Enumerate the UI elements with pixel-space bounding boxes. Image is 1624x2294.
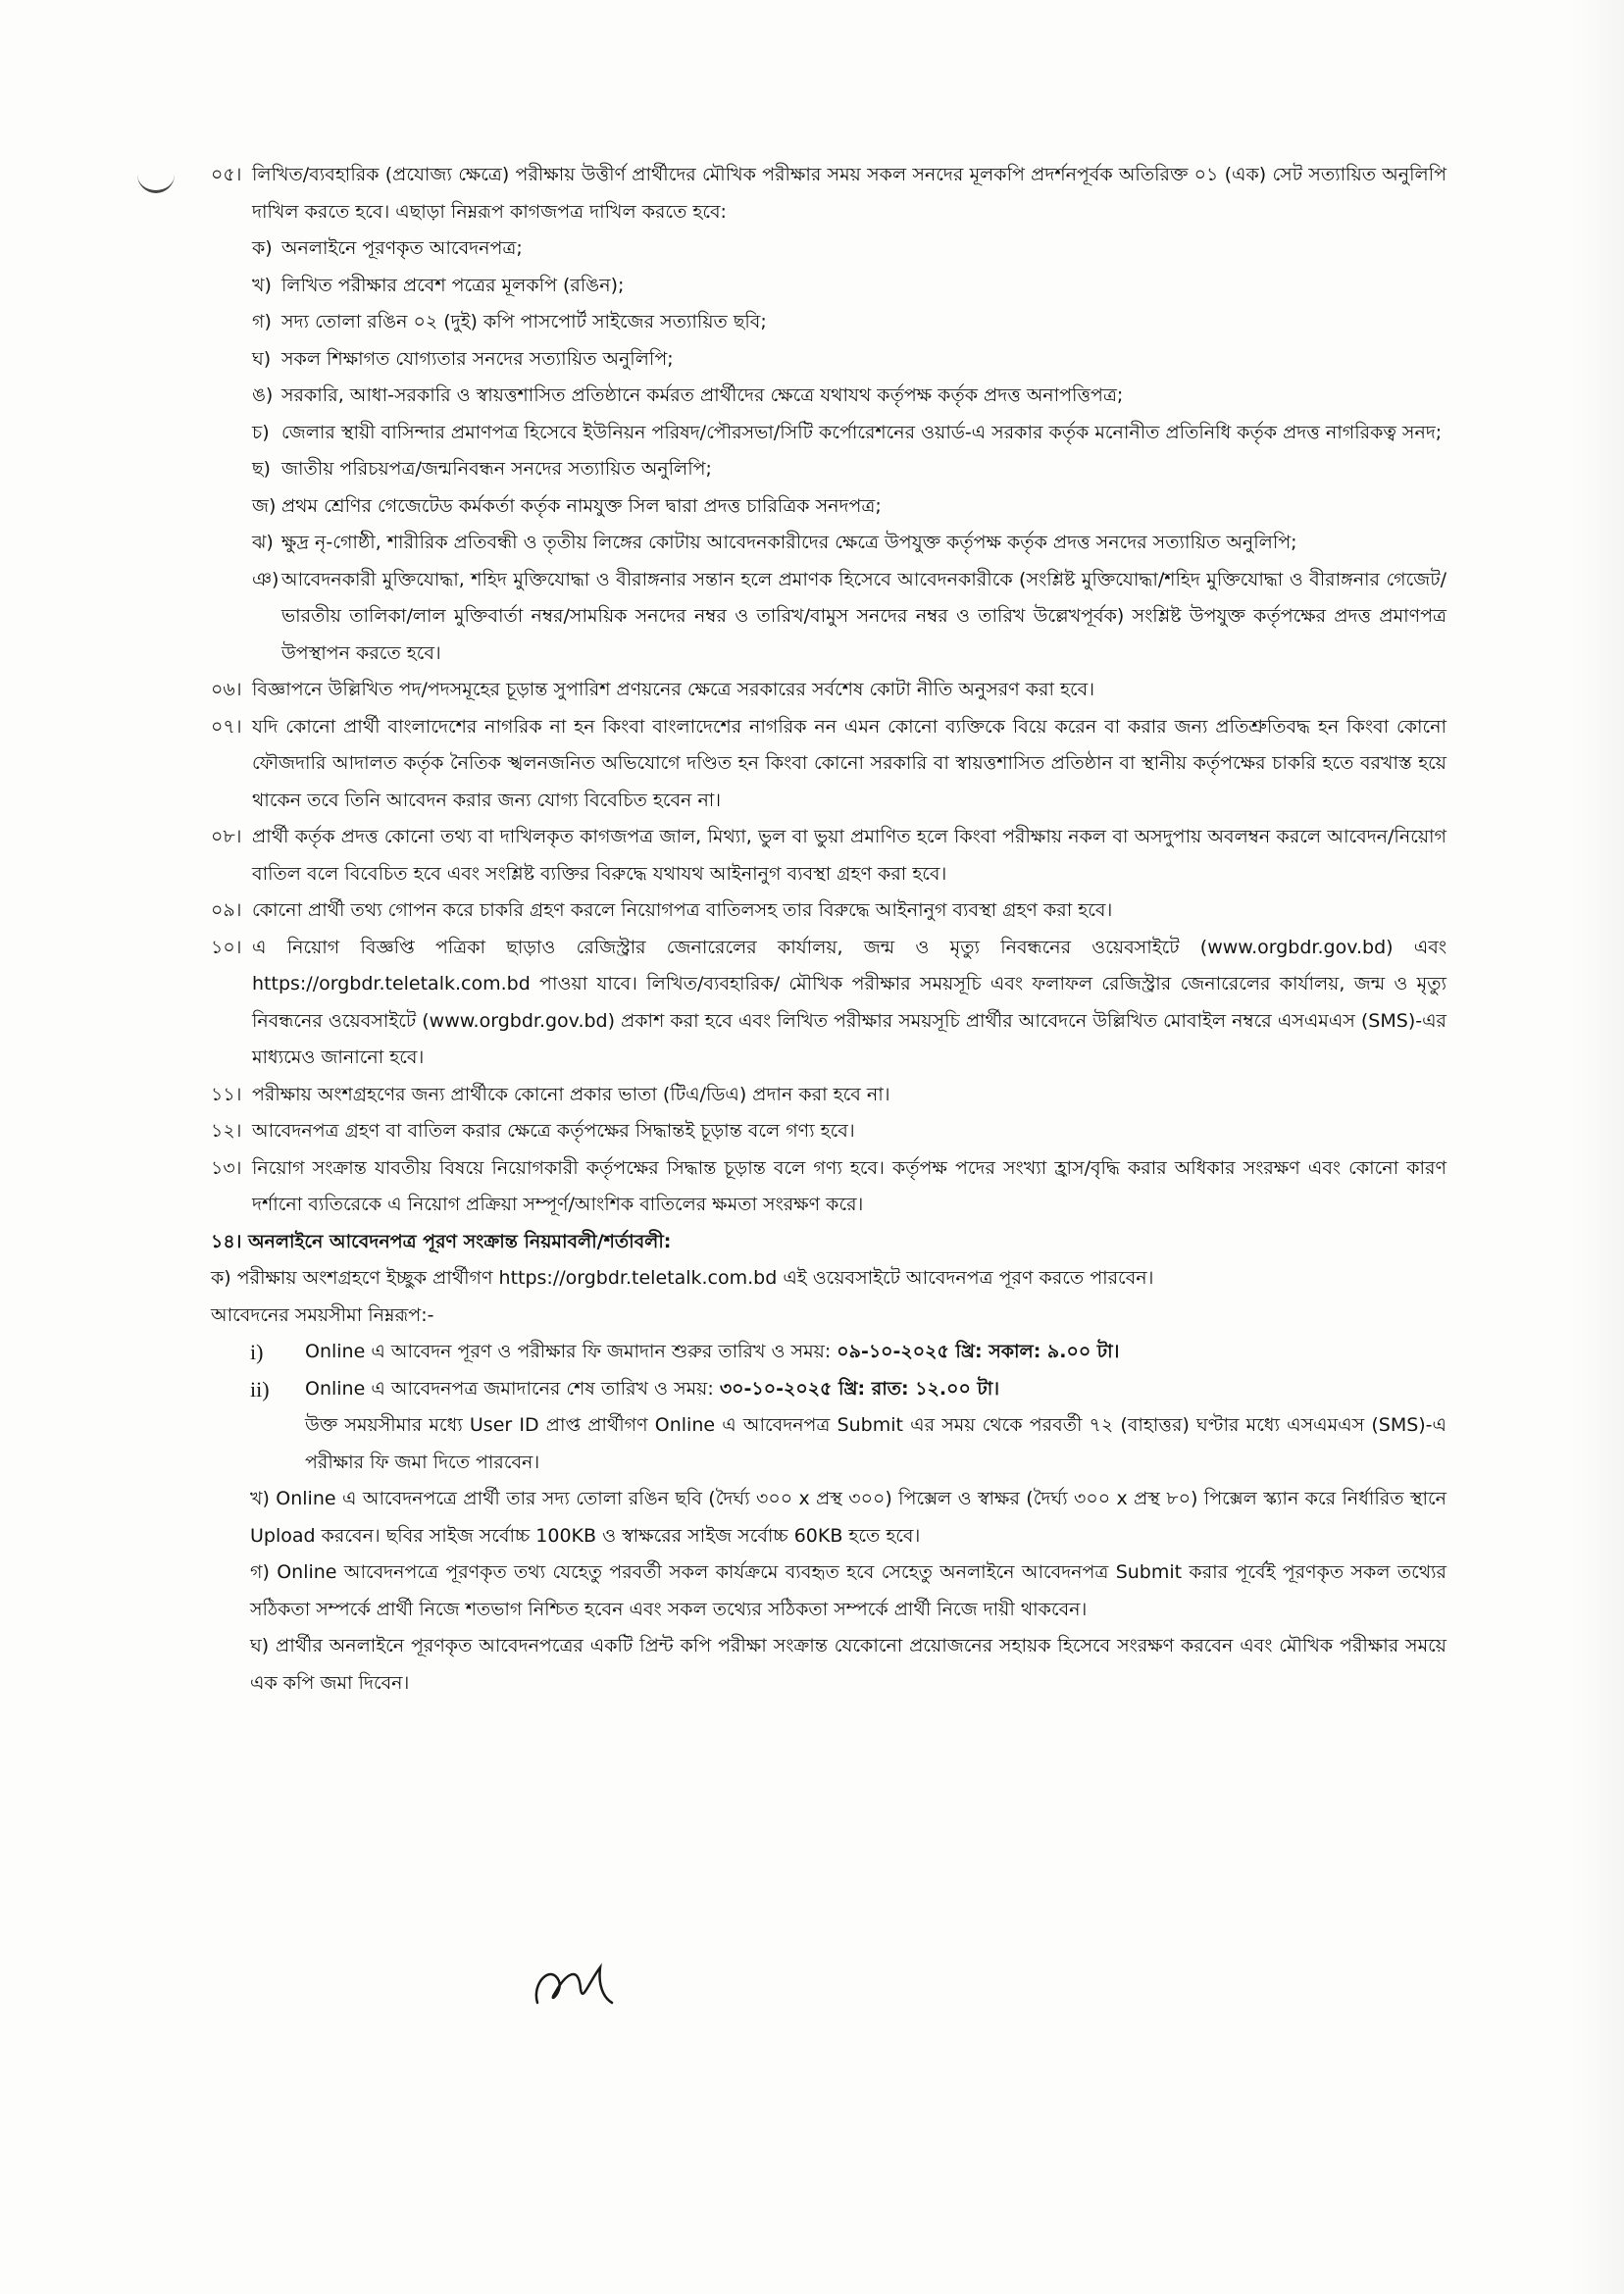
sub-text: জাতীয় পরিচয়পত্র/জন্মনিবন্ধন সনদের সত্যায়িত অনুলিপি; (281, 458, 712, 480)
scan-artifact (137, 165, 175, 193)
fee-payment-note: উক্ত সময়সীমার মধ্যে User ID প্রাপ্ত প্রার্থীগণ Online এ আবেদনপত্র Submit এর সময় থেকে পরবর্তী ৭২ (বাহাত্তর) ঘণ্টার মধ্যে এসএমএস (SMS)-এ পরীক্ষার ফি জমা দিতে পারবেন। (305, 1414, 1446, 1473)
clause-07 (211, 709, 1446, 820)
deadline-start (250, 1334, 1446, 1371)
clause-text: পরীক্ষায় অংশগ্রহণের জন্য প্রার্থীকে কোনো প্রকার ভাতা (টিএ/ডিএ) প্রদান করা হবে না। (252, 1083, 890, 1105)
sub-item (252, 268, 1446, 305)
deadline-end-date: ৩০-১০-২০২৫ খ্রি: রাত: ১২.০০ টা। (719, 1377, 1000, 1400)
sub-item (252, 378, 1446, 415)
deadline-intro: আবেদনের সময়সীমা নিম্নরূপ:- (211, 1303, 434, 1326)
section-14-a: ক) পরীক্ষায় অংশগ্রহণে ইচ্ছুক প্রার্থীগণ https://orgbdr.teletalk.com.bd এই ওয়েবসাইটে আবেদনপত্র পূরণ করতে পারবেন। (211, 1267, 1154, 1289)
sub-text: সকল শিক্ষাগত যোগ্যতার সনদের সত্যায়িত অনুলিপি; (281, 347, 674, 370)
clause-text: এ নিয়োগ বিজ্ঞপ্তি পত্রিকা ছাড়াও রেজিস্ট্রার জেনারেলের কার্যালয়, জন্ম ও মৃত্যু নিবন্ধনের ওয়েবসাইটে (www.orgbdr.gov.bd) এবং https://orgbdr.teletalk.com.bd পাওয়া যাবে। লিখিত/ব্যবহারিক/ মৌখিক পরীক্ষার সময়সূচি এবং ফলাফল রেজিস্ট্রার জেনারেলের কার্যালয়, জন্ম ও মৃত্যু নিবন্ধনের ওয়েবসাইটে (www.orgbdr.gov.bd) প্রকাশ করা হবে এবং লিখিত পরীক্ষার সময়সূচি প্রার্থীর আবেদনে উল্লিখিত মোবাইল নম্বরে এসএমএস (SMS)-এর মাধ্যমেও জানানো হবে। (252, 936, 1446, 1068)
sub-label: খ) (252, 274, 272, 296)
clause-13 (211, 1150, 1446, 1224)
clause-text: বিজ্ঞাপনে উল্লিখিত পদ/পদসমূহের চূড়ান্ত সুপারিশ প্রণয়নের ক্ষেত্রে সরকারের সর্বশেষ কোটা নীতি অনুসরণ করা হবে। (252, 679, 1095, 700)
section-14-gha: ঘ) প্রার্থীর অনলাইনে পূরণকৃত আবেদনপত্রের একটি প্রিন্ট কপি পরীক্ষা সংক্রান্ত যেকোনো প্রয়োজনের সহায়ক হিসেবে সংরক্ষণ করবেন এবং মৌখিক পরীক্ষার সময়ে এক কপি জমা দিবেন। (250, 1635, 1446, 1694)
clause-number: ১০। (211, 936, 242, 958)
deadline-start-date: ০৯-১০-২০২৫ খ্রি: সকাল: ৯.০০ টা। (837, 1341, 1120, 1362)
clause-number: ১২। (211, 1120, 242, 1142)
scan-shade (1569, 0, 1624, 2294)
clause-09 (211, 892, 1446, 930)
clause-12 (211, 1113, 1446, 1150)
sub-text: আবেদনকারী মুক্তিযোদ্ধা, শহিদ মুক্তিযোদ্ধা ও বীরাঙ্গনার সন্তান হলে প্রমাণক হিসেবে আবেদনকারীকে (সংশ্লিষ্ট মুক্তিযোদ্ধা/শহিদ মুক্তিযোদ্ধা ও বীরাঙ্গনার গেজেট/ভারতীয় তালিকা/লাল মুক্তিবার্তা নম্বর/সাময়িক সনদের নম্বর ও তারিখ/বামুস সনদের নম্বর ও তারিখ উল্লেখপূর্বক) সংশ্লিষ্ট উপযুক্ত কর্তৃপক্ষের প্রদত্ত প্রমাণপত্র উপস্থাপন করতে হবে। (281, 568, 1446, 664)
sub-label: ঙ) (252, 384, 274, 406)
deadline-end-desc: Online এ আবেদনপত্র জমাদানের শেষ তারিখ ও সময়: (305, 1377, 720, 1400)
clause-10 (211, 930, 1446, 1077)
clause-text: নিয়োগ সংক্রান্ত যাবতীয় বিষয়ে নিয়োগকারী কর্তৃপক্ষের সিদ্ধান্ত চূড়ান্ত বলে গণ্য হবে। কর্তৃপক্ষ পদের সংখ্যা হ্রাস/বৃদ্ধি করার অধিকার সংরক্ষণ এবং কোনো কারণ দর্শানো ব্যতিরেকে এ নিয়োগ প্রক্রিয়া সম্পূর্ণ/আংশিক বাতিলের ক্ষমতা সংরক্ষণ করে। (252, 1156, 1446, 1215)
sub-label: ঘ) (252, 347, 272, 370)
deadline-end-text (305, 1371, 1446, 1408)
sub-text: লিখিত পরীক্ষার প্রবেশ পত্রের মূলকপি (রঙিন); (281, 274, 625, 296)
sub-label: গ) (252, 311, 272, 332)
sub-item (252, 451, 1446, 488)
sub-label: জ) (252, 494, 277, 517)
deadline-start-desc: Online এ আবেদন পূরণ ও পরীক্ষার ফি জমাদান শুরুর তারিখ ও সময়: (305, 1341, 837, 1362)
clause-number: ১১। (211, 1083, 242, 1105)
sub-item (252, 230, 1446, 268)
sub-text: ক্ষুদ্র নৃ-গোষ্ঠী, শারীরিক প্রতিবন্ধী ও তৃতীয় লিঙ্গের কোটায় আবেদনকারীদের ক্ষেত্রে উপযুক্ত কর্তৃপক্ষ কর্তৃক প্রদত্ত সনদের সত্যায়িত অনুলিপি; (281, 532, 1297, 553)
clause-text: প্রার্থী কর্তৃক প্রদত্ত কোনো তথ্য বা দাখিলকৃত কাগজপত্র জাল, মিথ্যা, ভুল বা ভুয়া প্রমাণিত হলে কিংবা পরীক্ষায় নকল বা অসদুপায় অবলম্বন করলে আবেদন/নিয়োগ বাতিল বলে বিবেচিত হবে এবং সংশ্লিষ্ট ব্যক্তির বিরুদ্ধে যথাযথ আইনানুগ ব্যবস্থা গ্রহণ করা হবে। (252, 826, 1446, 885)
initials-signature (530, 1954, 618, 2013)
clause-number: ১৩। (211, 1156, 242, 1179)
sub-item (252, 304, 1446, 341)
deadline-end (250, 1371, 1446, 1408)
clause-number: ০৮। (211, 826, 242, 847)
clause-06 (211, 672, 1446, 709)
sub-label: ক) (252, 237, 273, 259)
sub-text: সদ্য তোলা রঙিন ০২ (দুই) কপি পাসপোর্ট সাইজের সত্যায়িত ছবি; (281, 311, 767, 332)
sub-item (252, 525, 1446, 562)
clause-text: লিখিত/ব্যবহারিক (প্রযোজ্য ক্ষেত্রে) পরীক্ষায় উত্তীর্ণ প্রার্থীদের মৌখিক পরীক্ষার সময় সকল সনদের মূলকপি প্রদর্শনপূর্বক অতিরিক্ত ০১ (এক) সেট সত্যায়িত অনুলিপি দাখিল করতে হবে। এছাড়া নিম্নরূপ কাগজপত্র দাখিল করতে হবে: (252, 164, 1446, 223)
sub-item (252, 415, 1446, 452)
sub-text: অনলাইনে পূরণকৃত আবেদনপত্র; (281, 237, 523, 259)
sub-label: চ) (252, 421, 270, 443)
section-14-ga: গ) Online আবেদনপত্রে পূরণকৃত তথ্য যেহেতু পরবর্তী সকল কার্যক্রমে ব্যবহৃত হবে সেহেতু অনলাইনে আবেদনপত্র Submit করার পূর্বেই পূরণকৃত সকল তথ্যের সঠিকতা সম্পর্কে প্রার্থী নিজে শতভাগ নিশ্চিত হবেন এবং সকল তথ্যের সঠিকতা সম্পর্কে প্রার্থী নিজে দায়ী থাকবেন। (250, 1561, 1446, 1620)
sub-item (252, 488, 1446, 526)
sub-text: জেলার স্থায়ী বাসিন্দার প্রমাণপত্র হিসেবে ইউনিয়ন পরিষদ/পৌরসভা/সিটি কর্পোরেশনের ওয়ার্ড-এ সরকার কর্তৃক মনোনীত প্রতিনিধি কর্তৃক প্রদত্ত নাগরিকত্ব সনদ; (281, 421, 1443, 443)
sub-label: ঝ) (252, 532, 274, 553)
sub-item (252, 562, 1446, 673)
sub-text: প্রথম শ্রেণির গেজেটেড কর্মকর্তা কর্তৃক নামযুক্ত সিল দ্বারা প্রদত্ত চারিত্রিক সনদপত্র; (281, 494, 882, 517)
roman-label: ii) (250, 1376, 270, 1402)
document-body (211, 157, 1446, 1702)
clause-number: ০৭। (211, 715, 242, 738)
clause-11 (211, 1077, 1446, 1114)
clause-text: আবেদনপত্র গ্রহণ বা বাতিল করার ক্ষেত্রে কর্তৃপক্ষের সিদ্ধান্তই চূড়ান্ত বলে গণ্য হবে। (252, 1120, 855, 1142)
sub-text: সরকারি, আধা-সরকারি ও স্বায়ত্তশাসিত প্রতিষ্ঠানে কর্মরত প্রার্থীদের ক্ষেত্রে যথাযথ কর্তৃপক্ষ কর্তৃক প্রদত্ত অনাপত্তিপত্র; (281, 384, 1124, 406)
sub-label: ছ) (252, 458, 271, 480)
section-14-heading: ১৪। অনলাইনে আবেদনপত্র পূরণ সংক্রান্ত নিয়মাবলী/শর্তাবলী: (211, 1230, 672, 1252)
clause-08 (211, 819, 1446, 892)
clause-number: ০৬। (211, 679, 242, 700)
roman-label: i) (250, 1340, 264, 1364)
section-14-kha: খ) Online এ আবেদনপত্রে প্রার্থী তার সদ্য তোলা রঙিন ছবি (দৈর্ঘ্য ৩০০ x প্রস্থ ৩০০) পিক্সেল ও স্বাক্ষর (দৈর্ঘ্য ৩০০ x প্রস্থ ৮০) পিক্সেল স্ক্যান করে নির্ধারিত স্থানে Upload করবেন। ছবির সাইজ সর্বোচ্চ 100KB ও স্বাক্ষরের সাইজ সর্বোচ্চ 60KB হতে হবে। (250, 1488, 1446, 1547)
clause-number: ০৫। (211, 164, 242, 185)
deadline-start-text (305, 1334, 1446, 1371)
clause-text: কোনো প্রার্থী তথ্য গোপন করে চাকরি গ্রহণ করলে নিয়োগপত্র বাতিলসহ তার বিরুদ্ধে আইনানুগ ব্যবস্থা গ্রহণ করা হবে। (252, 899, 1113, 921)
clause-05 (211, 157, 1446, 230)
sub-item (252, 341, 1446, 379)
sub-label: ঞ) (252, 568, 279, 590)
clause-number: ০৯। (211, 899, 242, 921)
clause-text: যদি কোনো প্রার্থী বাংলাদেশের নাগরিক না হন কিংবা বাংলাদেশের নাগরিক নন এমন কোনো ব্যক্তিকে বিয়ে করেন বা করার জন্য প্রতিশ্রুতিবদ্ধ হন কিংবা কোনো ফৌজদারি আদালত কর্তৃক নৈতিক স্খলনজনিত অভিযোগে দণ্ডিত হন কিংবা কোনো সরকারি বা স্বায়ত্তশাসিত প্রতিষ্ঠান বা স্থানীয় কর্তৃপক্ষের চাকরি হতে বরখাস্ত হয়ে থাকেন তবে তিনি আবেদন করার জন্য যোগ্য বিবেচিত হবেন না। (252, 715, 1446, 811)
